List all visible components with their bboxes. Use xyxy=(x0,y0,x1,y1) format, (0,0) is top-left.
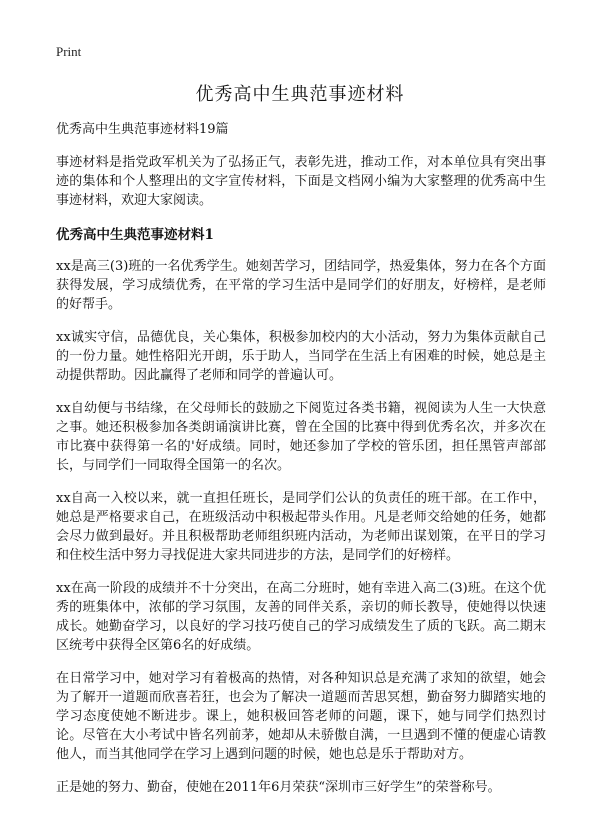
document-body xyxy=(56,120,546,811)
page-title: 优秀高中生典范事迹材料 xyxy=(195,84,405,105)
section-heading: 优秀高中生典范事迹材料1 xyxy=(56,227,214,243)
body-paragraph: 在日常学习中，她对学习有着极高的热情，对各种知识总是充满了求知的欲望，她会为了解开一道题而欣喜若狂，也会为了解决一道题而苦思冥想，勤奋努力脚踏实地的学习态度使她不断进步。课上，她积极回答老师的问题，课下，她与同学们热烈讨论。尽管在大小考试中皆名列前茅，她却从未骄傲自满，一旦遇到不懂的便虚心请教他人，而当其他同学在学习上遇到问题的时候，她也总是乐于帮助对方。 xyxy=(56,671,546,762)
body-paragraph: 正是她的努力、勤奋，使她在2011年6月荣获“深圳市三好学生”的荣誉称号。 xyxy=(56,780,501,795)
intro-paragraph: 事迹材料是指党政军机关为了弘扬正气，表彰先进，推动工作，对本单位具有突出事迹的集体和个人整理出的文字宣传材料，下面是文档网小编为大家整理的优秀高中生事迹材料，欢迎大家阅读。 xyxy=(56,155,546,208)
body-paragraph: xx诚实守信，品德优良，关心集体，积极参加校内的大小活动，努力为集体贡献自己的一份力量。她性格阳光开朗，乐于助人，当同学在生活上有困难的时候，她总是主动提供帮助。因此赢得了老师和同学的普遍认可。 xyxy=(56,330,546,383)
document-subtitle: 优秀高中生典范事迹材料19篇 xyxy=(56,122,229,137)
body-paragraph: xx是高三(3)班的一名优秀学生。她刻苦学习，团结同学，热爱集体，努力在各个方面获得发展，学习成绩优秀，在平常的学习生活中是同学们的好朋友，好榜样，是老师的好帮手。 xyxy=(56,259,546,312)
body-paragraph: xx自幼便与书结缘，在父母师长的鼓励之下阅览过各类书籍，视阅读为人生一大快意之事。她还积极参加各类朗诵演讲比赛，曾在全国的比赛中得到优秀名次，并多次在市比赛中获得第一名的'好成绩。同时，她还参加了学校的管乐团，担任黑管声部部长，与同学们一同取得全国第一的名次。 xyxy=(56,401,546,473)
print-link[interactable]: Print xyxy=(56,44,82,59)
body-paragraph: xx在高一阶段的成绩并不十分突出，在高二分班时，她有幸进入高二(3)班。在这个优秀的班集体中，浓郁的学习氛围，友善的同伴关系，亲切的师长教导，使她得以快速成长。她勤奋学习，以良好的学习技巧使自己的学习成绩发生了质的飞跃。高二期末区统考中获得全区第6名的好成绩。 xyxy=(56,581,546,653)
body-paragraph: xx自高一入校以来，就一直担任班长，是同学们公认的负责任的班干部。在工作中，她总是严格要求自己，在班级活动中积极起带头作用。凡是老师交给她的任务，她都会尽力做到最好。并且积极帮助老师组织班内活动，为老师出谋划策，在平日的学习和住校生活中努力寻找促进大家共同进步的方法，是同学们的好榜样。 xyxy=(56,491,546,563)
